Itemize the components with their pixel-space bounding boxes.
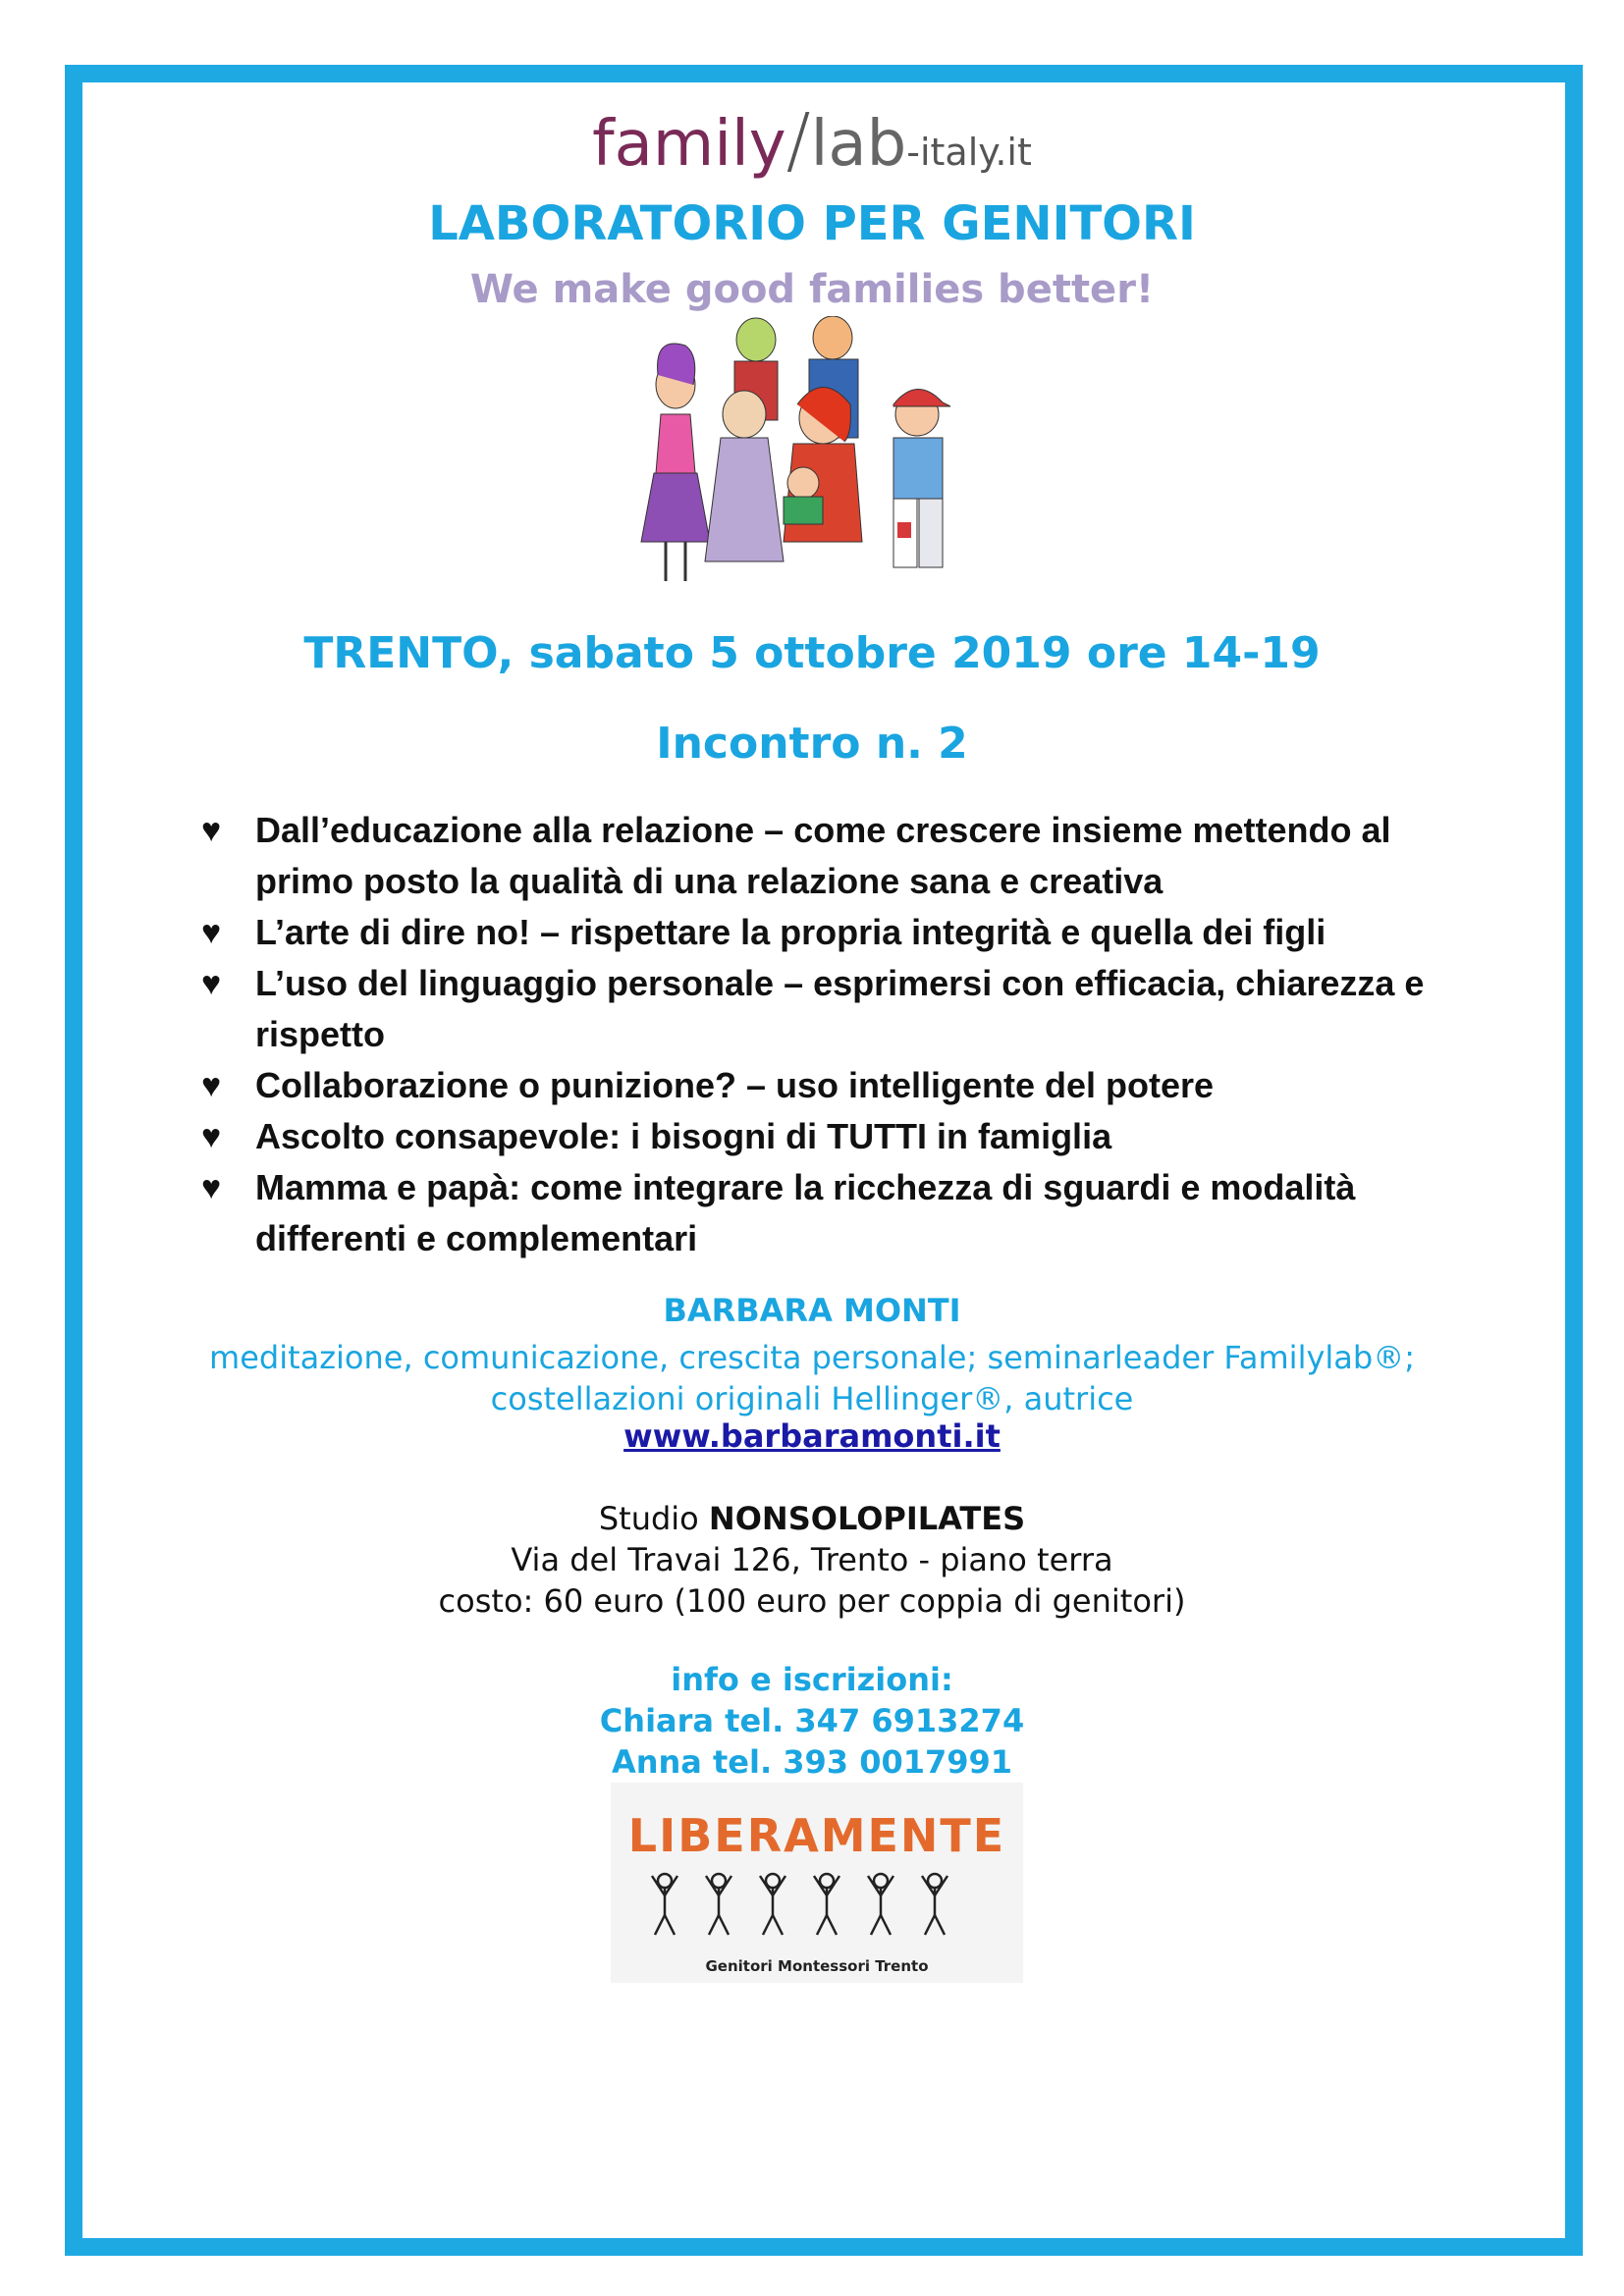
- speaker-name: BARBARA MONTI: [663, 1292, 961, 1329]
- list-item: ♥ L’arte di dire no! – rispettare la propria integrità e quella dei figli: [201, 907, 1497, 958]
- speaker-website: [0, 1417, 1624, 1455]
- familylab-logo: family/lab-italy.it: [592, 98, 1032, 183]
- logo-suffix-text: -italy.it: [906, 131, 1032, 174]
- venue-block: [0, 1498, 1624, 1622]
- website-link[interactable]: www.barbaramonti.it: [623, 1417, 1001, 1455]
- list-item: ♥ Dall’educazione alla relazione – come crescere insieme mettendo al primo posto la qualità di una relazione sana e creativa: [201, 805, 1497, 907]
- heart-icon: ♥: [201, 812, 222, 849]
- event-date: TRENTO, sabato 5 ottobre 2019 ore 14-19: [303, 628, 1321, 678]
- heart-icon: ♥: [201, 1118, 222, 1155]
- logo-lab-text: lab: [810, 108, 907, 181]
- contact-chiara: Chiara tel. 347 6913274: [599, 1702, 1025, 1739]
- event-session: Incontro n. 2: [656, 719, 968, 769]
- studio-prefix: Studio: [598, 1500, 699, 1537]
- studio-name: NONSOLOPILATES: [708, 1500, 1026, 1537]
- list-item: ♥ Mamma e papà: come integrare la ricchezza di sguardi e modalità differenti e complementari: [201, 1162, 1497, 1264]
- list-item: ♥ Ascolto consapevole: i bisogni di TUTTI in famiglia: [201, 1111, 1497, 1162]
- svg-text:LIBERAMENTE: LIBERAMENTE: [627, 1809, 1006, 1862]
- contact-anna: Anna tel. 393 0017991: [611, 1743, 1013, 1781]
- page-subtitle: We make good families better!: [469, 267, 1155, 312]
- heart-icon: ♥: [201, 1067, 222, 1104]
- venue-cost: costo: 60 euro (100 euro per coppia di genitori): [438, 1582, 1186, 1620]
- page-title: LABORATORIO PER GENITORI: [428, 196, 1196, 251]
- heart-icon: ♥: [201, 965, 222, 1002]
- list-item: ♥ Collaborazione o punizione? – uso intelligente del potere: [201, 1060, 1497, 1111]
- venue-address: Via del Travai 126, Trento - piano terra: [511, 1541, 1113, 1578]
- contacts-block: [0, 1659, 1624, 1783]
- heart-icon: ♥: [201, 1169, 222, 1206]
- family-illustration: [636, 316, 990, 601]
- list-item: ♥ L’uso del linguaggio personale – esprimersi con efficacia, chiarezza e rispetto: [201, 958, 1497, 1060]
- contacts-heading: info e iscrizioni:: [671, 1661, 953, 1698]
- liberamente-logo: [611, 1783, 1023, 1983]
- heart-icon: ♥: [201, 914, 222, 951]
- svg-text:Genitori Montessori Trento: Genitori Montessori Trento: [705, 1957, 929, 1975]
- logo-family-text: family: [592, 108, 786, 181]
- speaker-description: meditazione, comunicazione, crescita personale; seminarleader Familylab®; costellazioni originali Hellinger®, autrice: [209, 1339, 1415, 1417]
- topics-list: [201, 805, 1497, 1264]
